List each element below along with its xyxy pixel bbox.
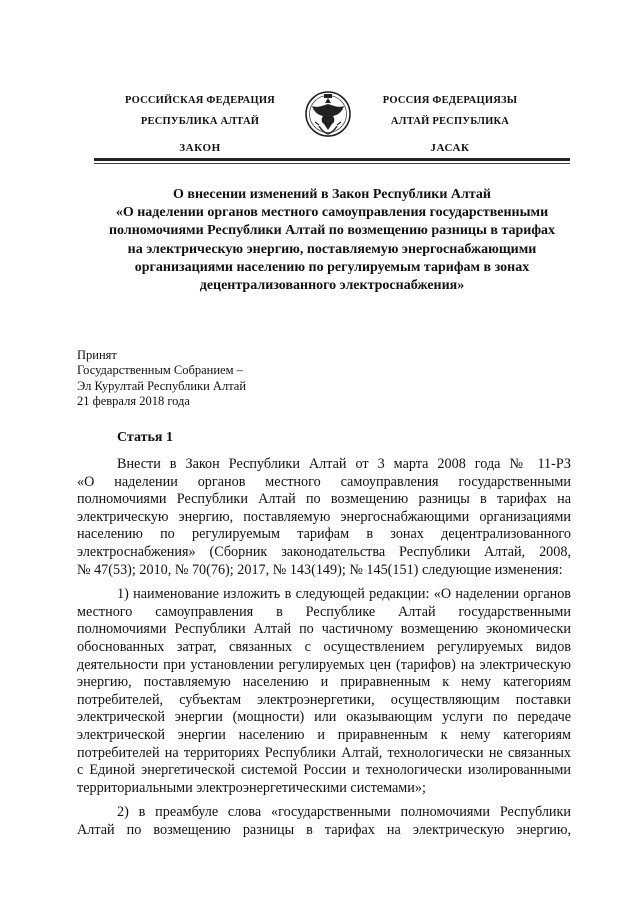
paragraph-line: электрической энергии (мощности) или оказывающим услуги по передаче: [77, 709, 571, 726]
header-left-block: [110, 90, 290, 159]
paragraph-line: полномочиями Республики Алтай по возмещению разницы в тарифах на: [77, 491, 571, 508]
paragraph-line: электрической энергии населению и приравненным к нему категориям: [77, 726, 571, 743]
title-line: децентрализованного электроснабжения»: [199, 278, 465, 294]
header-right-block: [360, 90, 540, 159]
article-heading: Статья 1: [117, 430, 173, 445]
paragraph-line: территориальными электроэнергетическими системами»;: [77, 779, 426, 796]
paragraph-line: электрическую энергию, поставляемую энергоснабжающими организациями: [77, 508, 571, 525]
header-divider-thin: [94, 163, 570, 164]
paragraph-line: с Единой энергетической системой России и технологически изолированными: [77, 762, 571, 779]
title-line: «О наделении органов местного самоуправления государственными: [115, 205, 549, 221]
header-left-country: РОССИЙСКАЯ ФЕДЕРАЦИЯ: [125, 95, 275, 106]
paragraph-line: деятельности при установлении регулируемых цен (тарифов) на электрическую: [77, 656, 571, 673]
adoption-date: 21 февраля 2018 года: [77, 394, 190, 409]
paragraph-line: 2) в преамбуле слова «государственными полномочиями Республики: [117, 804, 571, 821]
paragraph-line: местного самоуправления в Республике Алтай государственными: [77, 603, 571, 620]
header-left-law: ЗАКОН: [179, 142, 221, 154]
header-left-republic: РЕСПУБЛИКА АЛТАЙ: [140, 116, 260, 127]
paragraph-line: 1) наименование изложить в следующей редакции: «О наделении органов: [117, 586, 571, 603]
paragraph-line: Внести в Закон Республики Алтай от 3 марта 2008 года № 11-РЗ: [117, 456, 571, 472]
law-title: [90, 186, 574, 295]
paragraph-line: обоснованных затрат, связанных с осуществлением регулируемых видов: [77, 638, 571, 655]
title-line: полномочиями Республики Алтай по возмещению разницы в тарифах: [108, 223, 556, 239]
paragraph-line: полномочиями Республики Алтай по частичному возмещению экономически: [77, 621, 571, 638]
paragraph-line: Алтай по возмещению разницы в тарифах на электрическую энергию,: [77, 821, 571, 838]
coat-of-arms-icon: [303, 84, 353, 146]
title-line: О внесении изменений в Закон Республики Алтай: [173, 187, 491, 202]
paragraph-line: энергию, поставляемую населению и приравненным к нему категориям: [77, 674, 571, 691]
adoption-body: Государственным Собранием –: [77, 363, 243, 378]
header-right-republic: АЛТАЙ РЕСПУБЛИКА: [390, 116, 510, 127]
adoption-label: Принят: [77, 348, 117, 362]
document-header: [0, 84, 640, 154]
header-right-law: JАСАК: [430, 142, 470, 154]
paragraph-line: потребителей на территориях Республики Алтай, технологически не связанных: [77, 744, 571, 761]
title-line: на электрическую энергию, поставляемую энергоснабжающими: [127, 241, 537, 257]
adoption-block: [77, 348, 317, 410]
paragraph-line: электроснабжения» (Сборник законодательства Республики Алтай, 2008,: [77, 543, 571, 560]
title-line: организациями населению по регулируемым тарифам в зонах: [134, 259, 530, 275]
header-divider-thick: [94, 158, 570, 161]
paragraph-line: населению по регулируемым тарифам в зонах децентрализованного: [77, 526, 571, 543]
adoption-body-name: Эл Курултай Республики Алтай: [77, 378, 247, 393]
article-body: [77, 456, 571, 839]
header-right-country: РОССИЯ ФЕДЕРАЦИЯЗЫ: [382, 95, 518, 106]
paragraph-line: «О наделении органов местного самоуправления государственными: [77, 473, 571, 490]
paragraph-line: потребителей, субъектам электроэнергетики, осуществляющим поставки: [77, 691, 571, 708]
paragraph-line: № 47(53); 2010, № 70(76); 2017, № 143(149); № 145(151) следующие изменения:: [77, 561, 563, 578]
